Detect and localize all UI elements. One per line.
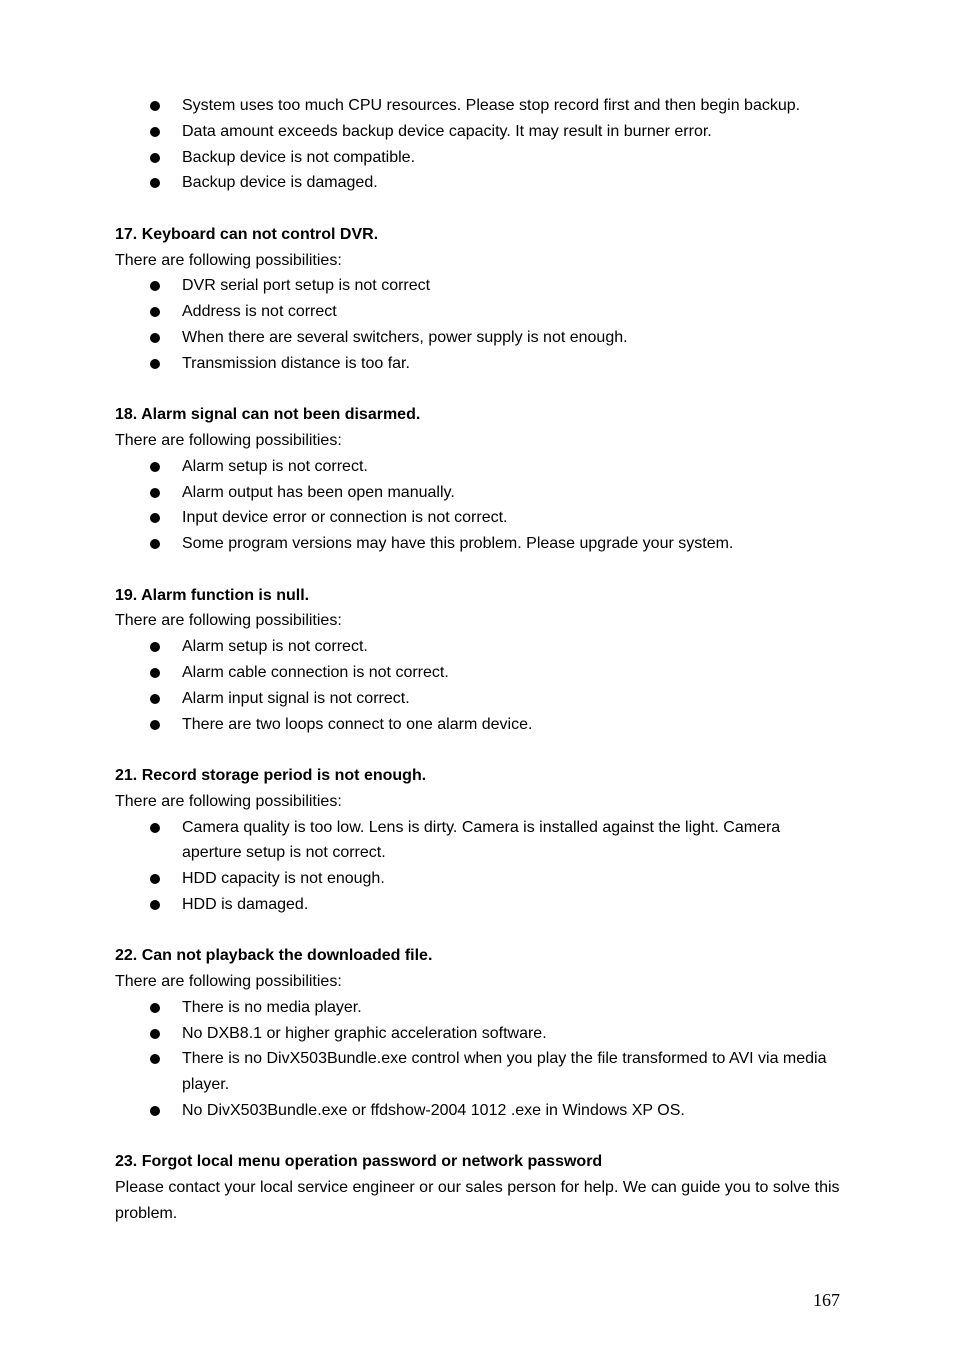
list-item-text: DVR serial port setup is not correct: [182, 277, 431, 295]
section-keyboard-control: [115, 222, 840, 377]
bullet-icon: [150, 307, 160, 317]
bullet-icon: [150, 462, 160, 472]
list-item-text: Alarm output has been open manually.: [182, 483, 455, 501]
list-item-text: Camera quality is too low. Lens is dirty. Camera is installed against the light. Camera aperture setup is not correct.: [182, 818, 781, 862]
list-item-text: When there are several switchers, power supply is not enough.: [182, 328, 628, 346]
list-item: [115, 325, 840, 351]
bullet-icon: [150, 513, 160, 523]
list-item: [115, 119, 840, 145]
section-body: Please contact your local service engineer or our sales person for help. We can guide you to solve this problem.: [115, 1179, 840, 1223]
bullet-list: [115, 273, 840, 376]
section-heading: 18. Alarm signal can not been disarmed.: [115, 406, 421, 424]
section-alarm-null: [115, 583, 840, 738]
list-item-text: System uses too much CPU resources. Please stop record first and then begin backup.: [182, 97, 801, 114]
list-item-text: No DivX503Bundle.exe or ffdshow-2004 1012 .exe in Windows XP OS.: [182, 1102, 685, 1120]
list-item-text: There are two loops connect to one alarm device.: [182, 715, 533, 733]
list-item: [115, 299, 840, 325]
bullet-icon: [150, 874, 160, 884]
section-heading: 23. Forgot local menu operation password or network password: [115, 1153, 603, 1171]
list-item-text: There is no DivX503Bundle.exe control when you play the file transformed to AVI via media player.: [182, 1050, 827, 1094]
section-intro: There are following possibilities:: [115, 792, 342, 810]
list-item-text: Transmission distance is too far.: [182, 354, 410, 372]
list-item: [115, 1046, 840, 1098]
bullet-icon: [150, 720, 160, 730]
bullet-list: [115, 454, 840, 557]
list-item-text: Input device error or connection is not correct.: [182, 509, 508, 527]
section-alarm-disarm: [115, 402, 840, 557]
bullet-icon: [150, 694, 160, 704]
bullet-icon: [150, 127, 160, 137]
bullet-icon: [150, 539, 160, 549]
list-item: [115, 273, 840, 299]
list-item-text: Some program versions may have this problem. Please upgrade your system.: [182, 535, 734, 553]
list-item: [115, 866, 840, 892]
bullet-icon: [150, 488, 160, 498]
list-item: [115, 505, 840, 531]
section-heading: 19. Alarm function is null.: [115, 586, 310, 604]
section-intro: There are following possibilities:: [115, 251, 342, 269]
list-item-text: Alarm setup is not correct.: [182, 638, 368, 656]
list-item: [115, 531, 840, 557]
list-item: [115, 1021, 840, 1047]
list-item-text: Alarm cable connection is not correct.: [182, 663, 449, 681]
list-item-text: Address is not correct: [182, 303, 337, 321]
section-heading: 21. Record storage period is not enough.: [115, 766, 427, 784]
list-item: [115, 1098, 840, 1124]
bullet-icon: [150, 1003, 160, 1013]
list-item: [115, 712, 840, 738]
section-intro: There are following possibilities:: [115, 612, 342, 630]
bullet-list: [115, 995, 840, 1124]
bullet-list: [115, 634, 840, 737]
list-item: [115, 660, 840, 686]
bullet-icon: [150, 178, 160, 188]
bullet-icon: [150, 153, 160, 163]
bullet-icon: [150, 101, 160, 111]
bullet-icon: [150, 281, 160, 291]
bullet-icon: [150, 1106, 160, 1116]
list-item-text: Backup device is damaged.: [182, 174, 378, 192]
list-item-text: Backup device is not compatible.: [182, 148, 416, 166]
list-item: [115, 454, 840, 480]
bullet-icon: [150, 668, 160, 678]
list-item: [115, 686, 840, 712]
section-heading: 22. Can not playback the downloaded file.: [115, 947, 433, 965]
list-item: [115, 995, 840, 1021]
list-item-text: Alarm setup is not correct.: [182, 457, 368, 475]
bullet-icon: [150, 333, 160, 343]
section-intro: There are following possibilities:: [115, 973, 342, 991]
page-number: 167: [813, 1290, 840, 1310]
list-item: [115, 480, 840, 506]
list-item-text: Data amount exceeds backup device capacity. It may result in burner error.: [182, 122, 712, 140]
bullet-icon: [150, 642, 160, 652]
list-item: [115, 351, 840, 377]
list-item: [115, 892, 840, 918]
bullet-icon: [150, 1054, 160, 1064]
bullet-icon: [150, 359, 160, 369]
section-intro: There are following possibilities:: [115, 431, 342, 449]
section-playback: [115, 943, 840, 1124]
list-item-text: There is no media player.: [182, 998, 362, 1016]
list-item: [115, 815, 840, 867]
list-item: [115, 145, 840, 171]
list-item-text: HDD capacity is not enough.: [182, 870, 385, 888]
list-item-text: No DXB8.1 or higher graphic acceleration software.: [182, 1024, 547, 1042]
bullet-list: [115, 815, 840, 918]
list-item: [115, 634, 840, 660]
section-forgot-password: [115, 1149, 840, 1226]
list-item-text: Alarm input signal is not correct.: [182, 689, 410, 707]
section-record-storage: [115, 763, 840, 918]
bullet-icon: [150, 1029, 160, 1039]
document-page: [115, 93, 840, 1227]
list-item-text: HDD is damaged.: [182, 895, 309, 913]
intro-bullet-list: [115, 93, 840, 196]
section-heading: 17. Keyboard can not control DVR.: [115, 225, 379, 243]
list-item: [115, 93, 840, 119]
bullet-icon: [150, 823, 160, 833]
list-item: [115, 170, 840, 196]
bullet-icon: [150, 900, 160, 910]
